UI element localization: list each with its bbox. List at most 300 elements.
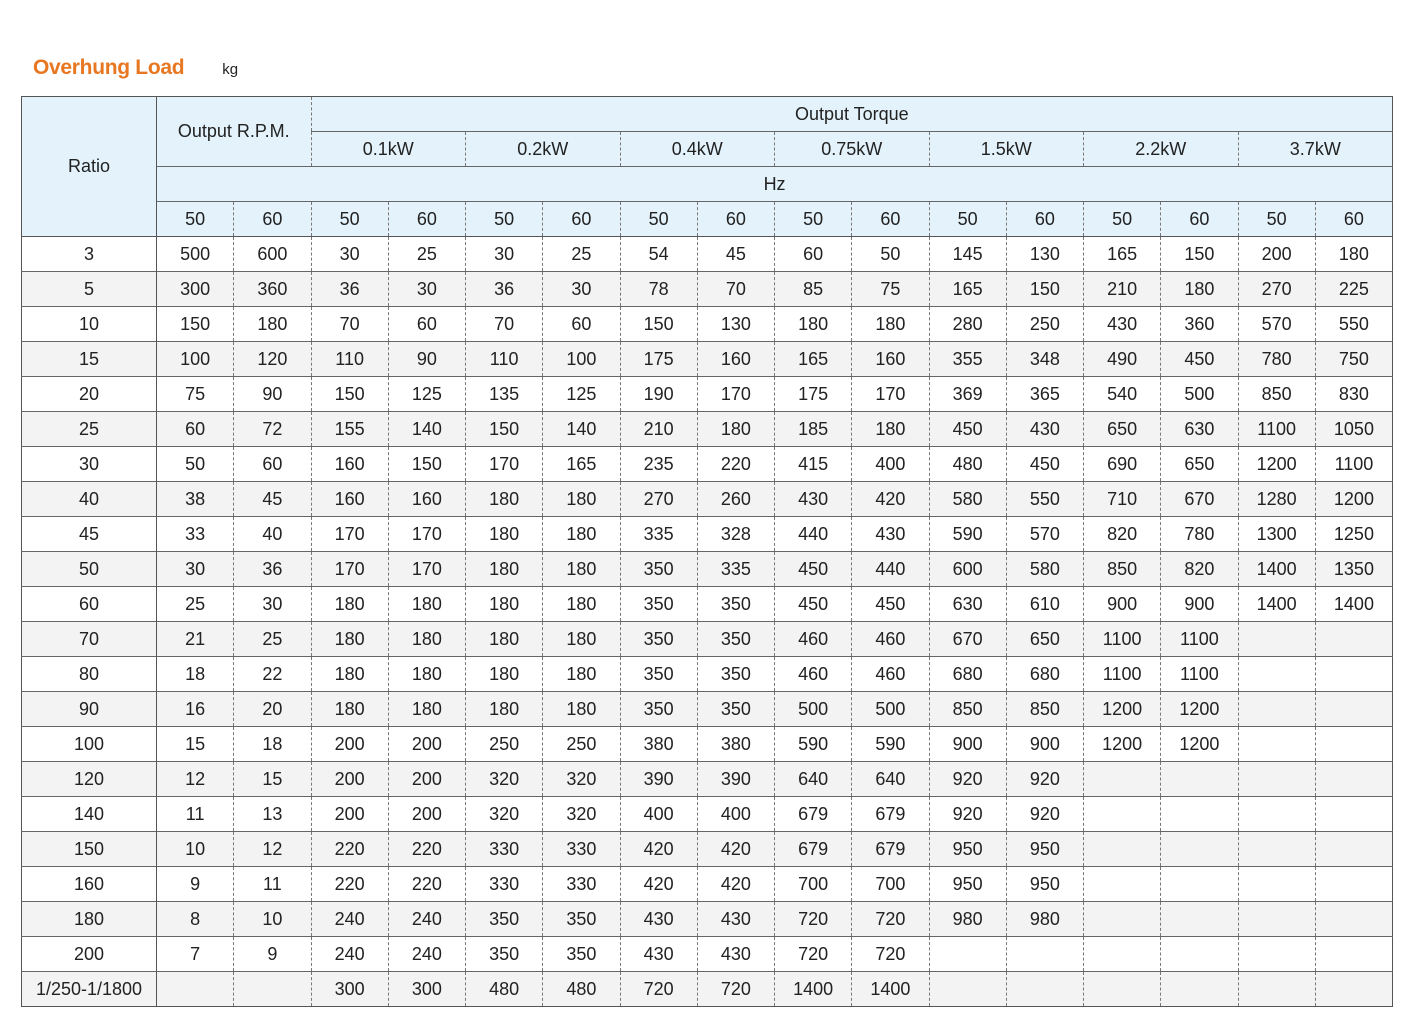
value-cell: 480	[929, 447, 1006, 482]
value-cell: 550	[1006, 482, 1083, 517]
hz-value-header: 50	[1238, 202, 1315, 237]
value-cell: 170	[697, 377, 774, 412]
value-cell: 650	[1006, 622, 1083, 657]
value-cell: 430	[1006, 412, 1083, 447]
value-cell: 950	[929, 832, 1006, 867]
power-header: 1.5kW	[929, 132, 1084, 167]
value-cell: 180	[1161, 272, 1238, 307]
value-cell: 110	[466, 342, 543, 377]
value-cell: 365	[1006, 377, 1083, 412]
value-cell: 350	[697, 657, 774, 692]
ratio-cell: 15	[22, 342, 157, 377]
ratio-cell: 45	[22, 517, 157, 552]
value-cell	[1315, 902, 1392, 937]
value-cell: 480	[543, 972, 620, 1007]
table-row	[22, 237, 1393, 272]
value-cell: 640	[775, 762, 852, 797]
value-cell	[1084, 867, 1161, 902]
value-cell: 380	[697, 727, 774, 762]
value-cell: 90	[234, 377, 311, 412]
value-cell	[1315, 937, 1392, 972]
value-cell: 850	[1006, 692, 1083, 727]
value-cell: 200	[311, 797, 388, 832]
hz-value-header: 60	[234, 202, 311, 237]
value-cell: 650	[1161, 447, 1238, 482]
power-header: 3.7kW	[1238, 132, 1393, 167]
value-cell: 700	[775, 867, 852, 902]
value-cell	[1238, 902, 1315, 937]
value-cell: 415	[775, 447, 852, 482]
value-cell: 369	[929, 377, 1006, 412]
value-cell: 10	[234, 902, 311, 937]
value-cell: 450	[1161, 342, 1238, 377]
value-cell: 420	[697, 867, 774, 902]
value-cell: 250	[1006, 307, 1083, 342]
table-row	[22, 307, 1393, 342]
value-cell: 440	[775, 517, 852, 552]
value-cell: 210	[620, 412, 697, 447]
value-cell: 690	[1084, 447, 1161, 482]
value-cell	[1084, 902, 1161, 937]
value-cell: 36	[234, 552, 311, 587]
value-cell: 180	[543, 692, 620, 727]
value-cell: 850	[1238, 377, 1315, 412]
value-cell: 540	[1084, 377, 1161, 412]
ratio-cell: 90	[22, 692, 157, 727]
value-cell: 490	[1084, 342, 1161, 377]
value-cell: 135	[466, 377, 543, 412]
value-cell: 720	[852, 937, 929, 972]
value-cell: 180	[388, 587, 465, 622]
value-cell: 210	[1084, 272, 1161, 307]
value-cell: 12	[157, 762, 234, 797]
value-cell: 1100	[1161, 657, 1238, 692]
value-cell: 679	[775, 797, 852, 832]
value-cell: 200	[388, 762, 465, 797]
value-cell: 900	[1006, 727, 1083, 762]
value-cell: 670	[929, 622, 1006, 657]
hz-value-header: 50	[620, 202, 697, 237]
table-row	[22, 342, 1393, 377]
value-cell: 330	[543, 867, 620, 902]
table-row	[22, 622, 1393, 657]
value-cell: 30	[466, 237, 543, 272]
value-cell: 720	[852, 902, 929, 937]
value-cell: 440	[852, 552, 929, 587]
value-cell: 1200	[1315, 482, 1392, 517]
value-cell	[1084, 972, 1161, 1007]
value-cell: 180	[466, 657, 543, 692]
value-cell: 16	[157, 692, 234, 727]
value-cell: 170	[388, 552, 465, 587]
value-cell: 72	[234, 412, 311, 447]
value-cell: 500	[852, 692, 929, 727]
value-cell: 480	[466, 972, 543, 1007]
value-cell: 350	[620, 622, 697, 657]
value-cell: 430	[1084, 307, 1161, 342]
value-cell: 630	[929, 587, 1006, 622]
value-cell: 150	[1006, 272, 1083, 307]
ratio-cell: 1/250-1/1800	[22, 972, 157, 1007]
value-cell: 920	[929, 797, 1006, 832]
torque-header: Output Torque	[311, 97, 1393, 132]
value-cell: 330	[466, 832, 543, 867]
value-cell: 30	[234, 587, 311, 622]
value-cell: 9	[157, 867, 234, 902]
value-cell	[234, 972, 311, 1007]
value-cell: 180	[543, 517, 620, 552]
table-row	[22, 657, 1393, 692]
unit-label: kg	[222, 61, 239, 78]
value-cell: 320	[543, 762, 620, 797]
value-cell: 430	[775, 482, 852, 517]
value-cell: 160	[311, 447, 388, 482]
value-cell	[1161, 937, 1238, 972]
value-cell: 450	[929, 412, 1006, 447]
value-cell: 180	[543, 657, 620, 692]
value-cell	[1238, 972, 1315, 1007]
value-cell: 100	[543, 342, 620, 377]
hz-value-header: 50	[929, 202, 1006, 237]
value-cell	[1084, 797, 1161, 832]
ratio-cell: 60	[22, 587, 157, 622]
value-cell: 580	[1006, 552, 1083, 587]
value-cell: 1400	[1238, 587, 1315, 622]
value-cell: 570	[1006, 517, 1083, 552]
value-cell: 30	[157, 552, 234, 587]
table-row	[22, 412, 1393, 447]
table-row	[22, 272, 1393, 307]
hz-value-header: 60	[697, 202, 774, 237]
value-cell: 920	[1006, 762, 1083, 797]
value-cell: 200	[1238, 237, 1315, 272]
table-row	[22, 552, 1393, 587]
value-cell: 18	[234, 727, 311, 762]
value-cell: 320	[466, 762, 543, 797]
value-cell: 1100	[1161, 622, 1238, 657]
value-cell	[1238, 657, 1315, 692]
value-cell: 700	[852, 867, 929, 902]
value-cell: 350	[620, 692, 697, 727]
value-cell: 175	[775, 377, 852, 412]
value-cell: 320	[466, 797, 543, 832]
value-cell	[1161, 832, 1238, 867]
value-cell: 590	[852, 727, 929, 762]
value-cell: 390	[620, 762, 697, 797]
value-cell: 1200	[1238, 447, 1315, 482]
value-cell: 36	[311, 272, 388, 307]
value-cell: 1200	[1084, 692, 1161, 727]
value-cell: 15	[157, 727, 234, 762]
value-cell: 25	[234, 622, 311, 657]
value-cell: 850	[929, 692, 1006, 727]
ratio-cell: 50	[22, 552, 157, 587]
table-row	[22, 972, 1393, 1007]
value-cell: 70	[697, 272, 774, 307]
value-cell: 180	[311, 622, 388, 657]
hz-value-header: 60	[1161, 202, 1238, 237]
value-cell: 950	[929, 867, 1006, 902]
value-cell	[1161, 867, 1238, 902]
ratio-cell: 20	[22, 377, 157, 412]
value-cell: 500	[157, 237, 234, 272]
value-cell: 240	[388, 937, 465, 972]
value-cell: 280	[929, 307, 1006, 342]
value-cell: 330	[466, 867, 543, 902]
value-cell: 220	[388, 832, 465, 867]
value-cell	[1084, 832, 1161, 867]
value-cell: 1100	[1084, 657, 1161, 692]
value-cell: 60	[775, 237, 852, 272]
power-header: 2.2kW	[1084, 132, 1239, 167]
value-cell: 420	[697, 832, 774, 867]
value-cell: 11	[157, 797, 234, 832]
hz-value-header: 60	[1315, 202, 1392, 237]
value-cell: 1300	[1238, 517, 1315, 552]
table-row	[22, 447, 1393, 482]
value-cell: 170	[388, 517, 465, 552]
value-cell: 75	[852, 272, 929, 307]
hz-value-header: 50	[775, 202, 852, 237]
value-cell: 590	[775, 727, 852, 762]
value-cell: 170	[311, 552, 388, 587]
value-cell: 170	[466, 447, 543, 482]
hz-value-header: 60	[1006, 202, 1083, 237]
value-cell: 180	[466, 692, 543, 727]
value-cell: 820	[1084, 517, 1161, 552]
value-cell	[1161, 762, 1238, 797]
value-cell: 150	[620, 307, 697, 342]
value-cell: 225	[1315, 272, 1392, 307]
value-cell: 190	[620, 377, 697, 412]
value-cell: 630	[1161, 412, 1238, 447]
value-cell: 300	[311, 972, 388, 1007]
ratio-cell: 25	[22, 412, 157, 447]
value-cell: 130	[1006, 237, 1083, 272]
value-cell: 40	[234, 517, 311, 552]
value-cell	[1315, 797, 1392, 832]
value-cell	[1238, 867, 1315, 902]
value-cell: 180	[311, 692, 388, 727]
value-cell	[1161, 797, 1238, 832]
value-cell: 235	[620, 447, 697, 482]
value-cell: 175	[620, 342, 697, 377]
value-cell: 220	[311, 832, 388, 867]
value-cell: 130	[697, 307, 774, 342]
value-cell: 679	[852, 832, 929, 867]
value-cell: 70	[311, 307, 388, 342]
ratio-cell: 120	[22, 762, 157, 797]
value-cell	[929, 972, 1006, 1007]
value-cell	[929, 937, 1006, 972]
table-row	[22, 727, 1393, 762]
value-cell: 550	[1315, 307, 1392, 342]
value-cell: 155	[311, 412, 388, 447]
value-cell	[1315, 657, 1392, 692]
value-cell: 60	[543, 307, 620, 342]
value-cell: 350	[466, 937, 543, 972]
value-cell: 1400	[1315, 587, 1392, 622]
value-cell: 125	[543, 377, 620, 412]
table-row	[22, 692, 1393, 727]
value-cell: 18	[157, 657, 234, 692]
ratio-cell: 5	[22, 272, 157, 307]
value-cell: 165	[775, 342, 852, 377]
value-cell: 360	[1161, 307, 1238, 342]
value-cell	[1315, 622, 1392, 657]
value-cell: 920	[1006, 797, 1083, 832]
value-cell: 20	[234, 692, 311, 727]
value-cell: 450	[775, 552, 852, 587]
value-cell	[1238, 622, 1315, 657]
table-row	[22, 832, 1393, 867]
value-cell: 780	[1161, 517, 1238, 552]
value-cell: 420	[620, 832, 697, 867]
value-cell: 679	[852, 797, 929, 832]
value-cell: 150	[1161, 237, 1238, 272]
value-cell: 500	[775, 692, 852, 727]
value-cell	[1238, 832, 1315, 867]
value-cell: 180	[852, 412, 929, 447]
value-cell: 430	[697, 902, 774, 937]
value-cell: 25	[388, 237, 465, 272]
value-cell: 180	[1315, 237, 1392, 272]
value-cell: 21	[157, 622, 234, 657]
value-cell: 50	[852, 237, 929, 272]
value-cell: 90	[388, 342, 465, 377]
value-cell: 900	[1161, 587, 1238, 622]
value-cell: 460	[852, 622, 929, 657]
value-cell: 350	[620, 657, 697, 692]
value-cell	[1006, 937, 1083, 972]
value-cell: 140	[543, 412, 620, 447]
value-cell: 180	[234, 307, 311, 342]
ratio-cell: 150	[22, 832, 157, 867]
value-cell: 70	[466, 307, 543, 342]
hz-value-header: 60	[543, 202, 620, 237]
value-cell: 1100	[1238, 412, 1315, 447]
value-cell	[1315, 692, 1392, 727]
value-cell: 120	[234, 342, 311, 377]
value-cell: 1350	[1315, 552, 1392, 587]
value-cell: 670	[1161, 482, 1238, 517]
power-header: 0.4kW	[620, 132, 775, 167]
table-body	[22, 237, 1393, 1007]
value-cell: 54	[620, 237, 697, 272]
value-cell: 220	[388, 867, 465, 902]
ratio-cell: 40	[22, 482, 157, 517]
page-title: Overhung Load	[33, 56, 185, 79]
ratio-cell: 160	[22, 867, 157, 902]
ratio-cell: 180	[22, 902, 157, 937]
value-cell: 320	[543, 797, 620, 832]
value-cell: 380	[620, 727, 697, 762]
hz-header: Hz	[157, 167, 1393, 202]
value-cell: 350	[620, 552, 697, 587]
hz-value-row	[22, 202, 1393, 237]
value-cell: 1200	[1161, 727, 1238, 762]
value-cell: 185	[775, 412, 852, 447]
hz-value-header: 50	[466, 202, 543, 237]
value-cell: 165	[543, 447, 620, 482]
table-row	[22, 902, 1393, 937]
value-cell: 25	[543, 237, 620, 272]
value-cell: 180	[543, 552, 620, 587]
value-cell	[1238, 727, 1315, 762]
value-cell	[1315, 727, 1392, 762]
value-cell	[1238, 937, 1315, 972]
ratio-cell: 100	[22, 727, 157, 762]
value-cell: 50	[157, 447, 234, 482]
value-cell: 335	[620, 517, 697, 552]
value-cell: 720	[775, 937, 852, 972]
ratio-cell: 140	[22, 797, 157, 832]
value-cell	[1161, 902, 1238, 937]
hz-value-header: 60	[388, 202, 465, 237]
value-cell: 355	[929, 342, 1006, 377]
value-cell: 140	[388, 412, 465, 447]
value-cell: 240	[311, 937, 388, 972]
value-cell: 580	[929, 482, 1006, 517]
value-cell: 460	[775, 657, 852, 692]
value-cell: 500	[1161, 377, 1238, 412]
value-cell: 240	[311, 902, 388, 937]
value-cell: 180	[852, 307, 929, 342]
value-cell: 820	[1161, 552, 1238, 587]
value-cell: 180	[697, 412, 774, 447]
ratio-header: Ratio	[22, 97, 157, 237]
value-cell: 460	[775, 622, 852, 657]
value-cell: 180	[388, 692, 465, 727]
value-cell: 240	[388, 902, 465, 937]
value-cell: 170	[852, 377, 929, 412]
table-row	[22, 867, 1393, 902]
value-cell	[1315, 762, 1392, 797]
value-cell: 250	[543, 727, 620, 762]
ratio-cell: 80	[22, 657, 157, 692]
power-header: 0.2kW	[466, 132, 621, 167]
power-header: 0.1kW	[311, 132, 466, 167]
value-cell: 25	[157, 587, 234, 622]
value-cell: 200	[311, 762, 388, 797]
value-cell: 38	[157, 482, 234, 517]
value-cell: 450	[775, 587, 852, 622]
value-cell: 348	[1006, 342, 1083, 377]
value-cell: 1250	[1315, 517, 1392, 552]
value-cell: 45	[697, 237, 774, 272]
value-cell: 12	[234, 832, 311, 867]
title-row	[33, 56, 238, 80]
overhung-load-table	[21, 96, 1393, 1007]
value-cell	[1315, 972, 1392, 1007]
value-cell: 33	[157, 517, 234, 552]
value-cell: 1100	[1315, 447, 1392, 482]
value-cell: 150	[466, 412, 543, 447]
value-cell: 180	[311, 657, 388, 692]
value-cell	[1315, 832, 1392, 867]
value-cell: 170	[311, 517, 388, 552]
rpm-header: Output R.P.M.	[157, 97, 312, 167]
value-cell: 350	[543, 937, 620, 972]
value-cell: 350	[620, 587, 697, 622]
value-cell	[1315, 867, 1392, 902]
value-cell: 45	[234, 482, 311, 517]
value-cell: 270	[1238, 272, 1315, 307]
value-cell: 350	[543, 902, 620, 937]
table-row	[22, 482, 1393, 517]
value-cell	[157, 972, 234, 1007]
value-cell: 1400	[1238, 552, 1315, 587]
